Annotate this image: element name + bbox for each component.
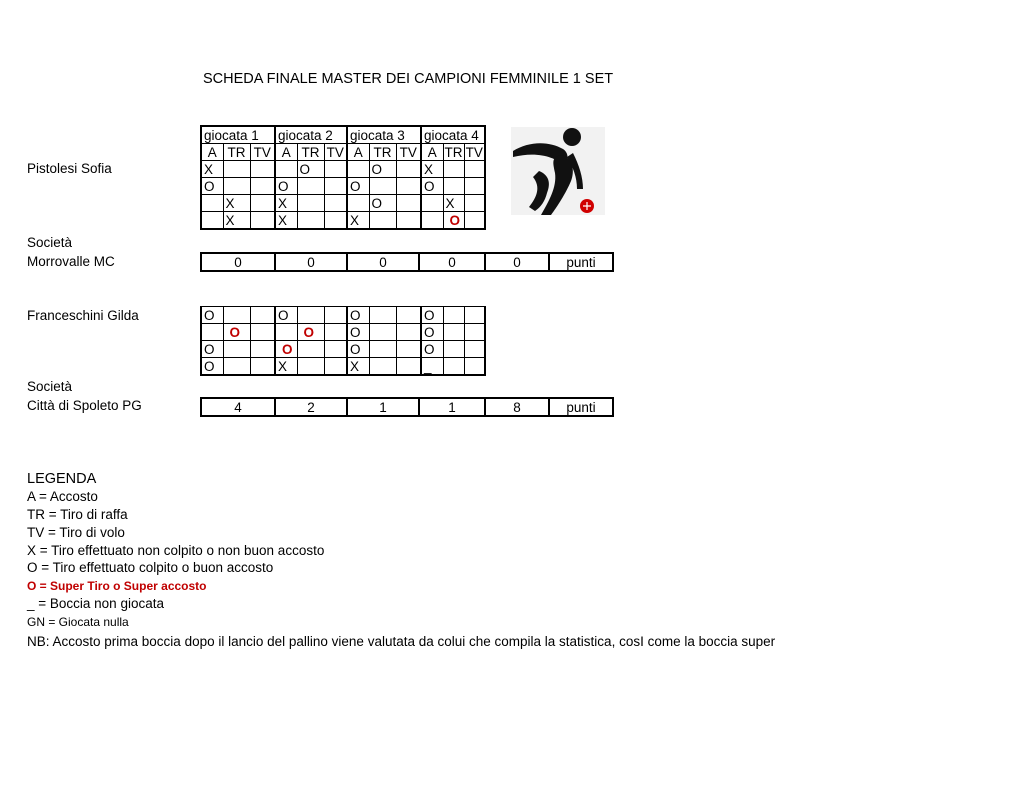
- score-cell: [223, 341, 250, 358]
- shot-type-header: A: [421, 144, 443, 161]
- score-cell: [443, 307, 464, 324]
- score-cell: [443, 161, 464, 178]
- shot-type-header: A: [347, 144, 369, 161]
- page-title: SCHEDA FINALE MASTER DEI CAMPIONI FEMMINILE 1 SET: [203, 71, 614, 87]
- score-cell: X: [347, 212, 369, 230]
- totals-row: [201, 253, 613, 271]
- logo-leg: [529, 171, 549, 211]
- score-cell: O: [201, 341, 223, 358]
- logo-svg: [511, 127, 605, 215]
- score-cell: O: [421, 307, 443, 324]
- score-cell: [396, 341, 421, 358]
- score-cell: O: [369, 161, 396, 178]
- score-cell: [464, 358, 485, 376]
- score-cell: [396, 178, 421, 195]
- score-cell: [464, 161, 485, 178]
- player-1-society: Morrovalle MC: [27, 254, 115, 269]
- player-1-name: Pistolesi Sofia: [27, 161, 112, 176]
- score-cell: X: [275, 358, 297, 376]
- score-cell: X: [223, 212, 250, 230]
- score-cell: [223, 307, 250, 324]
- score-cell: O: [347, 178, 369, 195]
- giocata-header-row: [201, 126, 485, 144]
- player-2-society-label: Società: [27, 379, 73, 394]
- super-mark: O: [449, 212, 461, 228]
- score-cell: [201, 195, 223, 212]
- legend-nb: NB: Accosto prima boccia dopo il lancio del pallino viene valutata da colui che compila la statistica, cosI come la boccia super: [27, 634, 776, 649]
- super-mark: O: [282, 341, 293, 357]
- score-cell: [369, 212, 396, 230]
- table-row: [201, 212, 485, 230]
- score-cell: [275, 161, 297, 178]
- score-cell: [324, 324, 347, 341]
- score-cell: O: [275, 307, 297, 324]
- score-cell: [201, 212, 223, 230]
- score-cell: [297, 307, 324, 324]
- score-cell: [223, 324, 250, 341]
- score-cell: [250, 341, 275, 358]
- giocata-score: 2: [275, 398, 347, 416]
- score-cell: [396, 161, 421, 178]
- score-cell: [464, 307, 485, 324]
- score-cell: [250, 212, 275, 230]
- score-cell: [421, 195, 443, 212]
- legend-x: X = Tiro effettuato non colpito o non buon accosto: [27, 543, 325, 558]
- legend-o: O = Tiro effettuato colpito o buon accosto: [27, 560, 274, 575]
- score-cell: [396, 307, 421, 324]
- score-cell: [464, 324, 485, 341]
- score-cell: X: [347, 358, 369, 376]
- super-mark: O: [303, 324, 315, 340]
- score-cell: [396, 358, 421, 376]
- shot-type-header: TV: [324, 144, 347, 161]
- score-cell: [396, 212, 421, 230]
- score-cell: [250, 178, 275, 195]
- score-cell: [464, 212, 485, 230]
- table-row: [201, 307, 485, 324]
- score-cell: [223, 358, 250, 376]
- score-cell: X: [223, 195, 250, 212]
- table-row: [201, 161, 485, 178]
- shot-type-header: TV: [464, 144, 485, 161]
- score-cell: [250, 358, 275, 376]
- score-cell: [324, 195, 347, 212]
- score-cell: [464, 195, 485, 212]
- score-cell: [369, 358, 396, 376]
- score-cell: O: [347, 341, 369, 358]
- score-cell: [297, 341, 324, 358]
- legend-gn: GN = Giocata nulla: [27, 615, 129, 629]
- giocata-header: giocata 2: [275, 126, 347, 144]
- score-cell: [369, 341, 396, 358]
- table-row: [201, 178, 485, 195]
- score-cell: X: [201, 161, 223, 178]
- score-cell: [443, 212, 464, 230]
- score-cell: [297, 324, 324, 341]
- score-cell: O: [201, 178, 223, 195]
- player-2-society: Città di Spoleto PG: [27, 398, 142, 413]
- player-1-society-label: Società: [27, 235, 73, 250]
- shot-type-header: A: [201, 144, 223, 161]
- giocata-score: 1: [419, 398, 485, 416]
- giocata-score: 1: [347, 398, 419, 416]
- score-cell: [369, 324, 396, 341]
- shot-type-header: TR: [444, 144, 463, 160]
- shot-type-header: TR: [297, 144, 324, 161]
- score-cell: [324, 161, 347, 178]
- score-cell: O: [201, 307, 223, 324]
- score-cell: [324, 307, 347, 324]
- score-cell: [421, 212, 443, 230]
- score-cell: [223, 178, 250, 195]
- score-cell: [443, 341, 464, 358]
- score-cell: [201, 324, 223, 341]
- score-cell: [297, 212, 324, 230]
- total-score: 0: [485, 253, 549, 271]
- score-cell: [464, 178, 485, 195]
- score-cell: [250, 324, 275, 341]
- giocata-header: giocata 4: [421, 126, 485, 144]
- shot-type-header: TV: [396, 144, 421, 161]
- table-row: [201, 195, 485, 212]
- score-cell: [443, 324, 464, 341]
- score-cell: X: [443, 195, 464, 212]
- player-1-score-grid: [200, 125, 486, 230]
- score-cell: [250, 195, 275, 212]
- giocata-score: 0: [201, 253, 275, 271]
- score-cell: [443, 178, 464, 195]
- score-cell: X: [421, 161, 443, 178]
- score-cell: [324, 341, 347, 358]
- score-cell: [297, 358, 324, 376]
- points-label: punti: [549, 253, 613, 271]
- bocce-player-icon: [511, 127, 605, 215]
- score-cell: [369, 178, 396, 195]
- score-cell: X: [275, 212, 297, 230]
- shot-type-header: TR: [369, 144, 396, 161]
- score-cell: [275, 324, 297, 341]
- table-row: [201, 324, 485, 341]
- score-cell: O: [275, 178, 297, 195]
- legend-tr: TR = Tiro di raffa: [27, 507, 128, 522]
- score-cell: O: [201, 358, 223, 376]
- logo-head: [563, 128, 581, 146]
- table-row: [201, 358, 485, 376]
- legend-super: O = Super Tiro o Super accosto: [27, 579, 207, 593]
- score-cell: O: [421, 341, 443, 358]
- player-2-totals: [200, 397, 614, 417]
- score-cell: [347, 195, 369, 212]
- score-cell: [324, 358, 347, 376]
- super-mark: O: [229, 324, 241, 340]
- points-label: punti: [549, 398, 613, 416]
- score-cell: [443, 358, 464, 376]
- score-cell: O: [347, 324, 369, 341]
- score-cell: O: [369, 195, 396, 212]
- totals-row: [201, 398, 613, 416]
- score-cell: O: [347, 307, 369, 324]
- giocata-score: 0: [419, 253, 485, 271]
- score-cell: O: [421, 178, 443, 195]
- score-cell: [347, 161, 369, 178]
- score-cell: [324, 212, 347, 230]
- total-score: 8: [485, 398, 549, 416]
- shot-type-header: TR: [223, 144, 250, 161]
- giocata-header: giocata 3: [347, 126, 421, 144]
- shot-type-header-row: [201, 144, 485, 161]
- giocata-score: 4: [201, 398, 275, 416]
- score-cell: [297, 178, 324, 195]
- score-cell: _: [421, 358, 443, 376]
- score-cell: [396, 195, 421, 212]
- score-cell: [297, 195, 324, 212]
- legend-blank: _ = Boccia non giocata: [27, 596, 164, 611]
- score-cell: [275, 341, 297, 358]
- legend-tv: TV = Tiro di volo: [27, 525, 125, 540]
- score-cell: [396, 324, 421, 341]
- giocata-score: 0: [275, 253, 347, 271]
- score-cell: [250, 161, 275, 178]
- score-cell: [464, 341, 485, 358]
- shot-type-header: A: [275, 144, 297, 161]
- giocata-score: 0: [347, 253, 419, 271]
- score-cell: [223, 161, 250, 178]
- score-cell: [250, 307, 275, 324]
- player-2-name: Franceschini Gilda: [27, 308, 139, 323]
- legend-a: A = Accosto: [27, 489, 98, 504]
- score-cell: X: [275, 195, 297, 212]
- score-cell: O: [421, 324, 443, 341]
- player-1-totals: [200, 252, 614, 272]
- score-cell: [369, 307, 396, 324]
- score-cell: O: [297, 161, 324, 178]
- player-2-score-grid: [200, 306, 486, 376]
- table-row: [201, 341, 485, 358]
- score-cell: [324, 178, 347, 195]
- giocata-header: giocata 1: [201, 126, 275, 144]
- legend-heading: LEGENDA: [27, 471, 97, 487]
- shot-type-header: TV: [250, 144, 275, 161]
